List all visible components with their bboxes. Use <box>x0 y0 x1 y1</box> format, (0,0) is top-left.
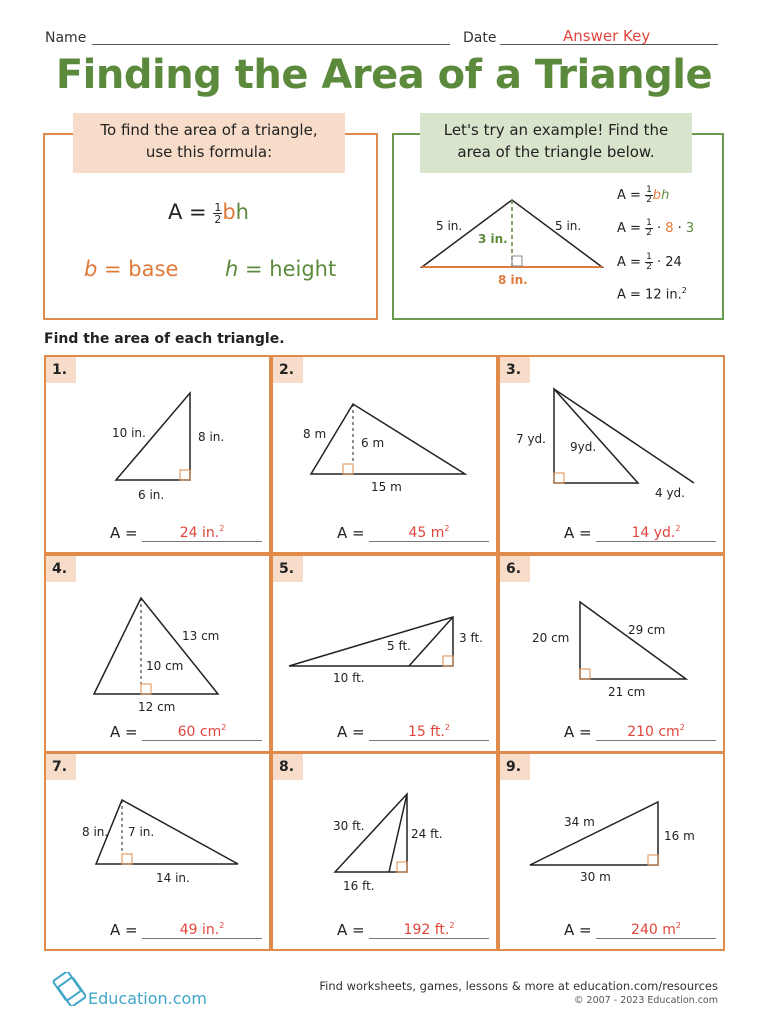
answer-unit-exponent: 2 <box>444 723 450 732</box>
right-angle-mark <box>180 470 190 480</box>
dimension-label: 8 in. <box>198 430 225 444</box>
footer-resources[interactable]: Find worksheets, games, lessons & more at education.com/resources <box>319 979 718 993</box>
dimension-label: 20 cm <box>532 631 570 645</box>
triangle-outline <box>335 794 407 872</box>
example-step-1: A = $\frac{1}{2}$ bh <box>617 185 670 205</box>
area-label: A = <box>564 921 592 939</box>
problem-number: 1. <box>46 357 76 383</box>
answer-unit-exponent: 2 <box>449 921 455 930</box>
triangle-outline <box>94 598 218 694</box>
answer-value: 210 cm <box>627 724 680 740</box>
example-step-3: A = $\frac{1}{2}$ · 24 <box>617 252 682 272</box>
answer-field[interactable] <box>142 920 262 939</box>
triangle-figure <box>46 556 269 716</box>
problem-number: 4. <box>46 556 76 582</box>
problem-number: 9. <box>500 754 530 780</box>
formula-tab-line1: To find the area of a triangle, <box>100 121 318 139</box>
problem-cell-8 <box>271 752 498 951</box>
answer-field[interactable] <box>369 920 489 939</box>
area-formula: A = $\frac{1}{2}$ bh <box>168 200 249 226</box>
dimension-label: 7 yd. <box>516 432 546 446</box>
triangle-figure <box>500 754 723 914</box>
problem-number: 2. <box>273 357 303 383</box>
answer-value: 14 yd. <box>631 525 676 541</box>
answer-value: 192 ft. <box>403 922 450 938</box>
formula-box-tab <box>73 113 345 173</box>
dimension-label: 10 cm <box>146 659 184 673</box>
triangle-outline <box>289 617 453 666</box>
example-height: 3 in. <box>478 232 508 246</box>
triangle-edge <box>389 794 407 872</box>
answer-unit-exponent: 2 <box>444 524 450 533</box>
right-angle-mark <box>580 669 590 679</box>
dimension-label: 24 ft. <box>411 827 443 841</box>
dimension-label: 10 ft. <box>333 671 365 685</box>
example-step-4: A = 12 in.$^2$ <box>617 286 687 303</box>
example-step-2: A = $\frac{1}{2}$ · 8 · 3 <box>617 218 695 238</box>
dimension-label: 30 m <box>580 870 611 884</box>
dimension-label: 8 in. <box>82 825 109 839</box>
half-fraction: $\frac{1}{2}$ <box>214 200 222 226</box>
right-angle-mark <box>648 855 658 865</box>
dimension-label: 12 cm <box>138 700 176 714</box>
triangle-outline <box>580 602 686 679</box>
area-label: A = <box>337 524 365 542</box>
instructions: Find the area of each triangle. <box>44 331 285 347</box>
right-angle-mark <box>554 473 564 483</box>
footer-copyright: © 2007 - 2023 Education.com <box>574 995 718 1006</box>
right-angle-mark <box>141 684 151 694</box>
problem-cell-6 <box>498 554 725 753</box>
answer-unit-exponent: 2 <box>219 524 225 533</box>
example-triangle <box>400 180 610 300</box>
answer-field[interactable] <box>142 523 262 542</box>
name-label: Name <box>45 30 87 46</box>
problem-number: 7. <box>46 754 76 780</box>
dimension-label: 3 ft. <box>459 631 483 645</box>
dimension-label: 29 cm <box>628 623 666 637</box>
dimension-label: 15 m <box>371 480 402 494</box>
example-left-side: 5 in. <box>436 219 463 233</box>
dimension-label: 6 m <box>361 436 385 450</box>
answer-unit-exponent: 2 <box>675 524 681 533</box>
triangle-figure <box>273 357 496 517</box>
height-definition: h = height <box>225 257 337 281</box>
triangle-outline <box>530 802 658 865</box>
dimension-label: 34 m <box>564 815 595 829</box>
education-logo-text[interactable]: Education.com <box>88 989 207 1008</box>
name-field[interactable] <box>92 44 450 45</box>
triangle-figure <box>500 357 723 517</box>
area-label: A = <box>337 723 365 741</box>
problem-cell-9 <box>498 752 725 951</box>
example-tab-line1: Let's try an example! Find the <box>443 121 669 139</box>
answer-value: 15 ft. <box>408 724 445 740</box>
problem-cell-1 <box>44 355 271 554</box>
dimension-label: 4 yd. <box>655 486 685 500</box>
right-angle-mark <box>397 862 407 872</box>
dimension-label: 8 m <box>303 427 327 441</box>
answer-field[interactable] <box>596 722 716 741</box>
answer-value: 45 m <box>408 525 445 541</box>
example-tab-line2: area of the triangle below. <box>457 143 655 161</box>
answer-field[interactable] <box>596 523 716 542</box>
area-label: A = <box>564 723 592 741</box>
page-title: Finding the Area of a Triangle <box>55 52 713 98</box>
dimension-label: 7 in. <box>128 825 155 839</box>
base-definition: b = base <box>84 257 179 281</box>
dimension-label: 16 m <box>664 829 695 843</box>
triangle-figure <box>273 556 496 716</box>
right-angle-mark <box>443 656 453 666</box>
answer-field[interactable] <box>369 523 489 542</box>
formula-tab-line2: use this formula: <box>145 143 273 161</box>
answer-unit-exponent: 2 <box>219 921 225 930</box>
answer-value: 240 m <box>631 922 676 938</box>
answer-unit-exponent: 2 <box>675 921 681 930</box>
problem-cell-4 <box>44 554 271 753</box>
answer-field[interactable] <box>369 722 489 741</box>
answer-field[interactable] <box>142 722 262 741</box>
right-angle-mark <box>122 854 132 864</box>
answer-unit-exponent: 2 <box>221 723 227 732</box>
triangle-outline <box>96 800 238 864</box>
dimension-label: 21 cm <box>608 685 646 699</box>
dimension-label: 5 ft. <box>387 639 411 653</box>
education-logo-icon <box>52 972 86 1006</box>
example-box-tab <box>420 113 692 173</box>
answer-value: 49 in. <box>179 922 220 938</box>
dimension-label: 13 cm <box>182 629 220 643</box>
problem-cell-2 <box>271 355 498 554</box>
answer-value: 60 cm <box>177 724 222 740</box>
area-label: A = <box>110 723 138 741</box>
dimension-label: 10 in. <box>112 426 146 440</box>
answer-value: 24 in. <box>179 525 220 541</box>
triangle-figure <box>46 754 269 914</box>
problem-cell-7 <box>44 752 271 951</box>
date-label: Date <box>463 30 497 46</box>
right-angle-mark <box>343 464 353 474</box>
dimension-label: 6 in. <box>138 488 165 502</box>
triangle-figure <box>500 556 723 716</box>
triangle-figure <box>46 357 269 517</box>
answer-key-text: Answer Key <box>563 27 651 45</box>
problem-cell-5 <box>271 554 498 753</box>
problem-cell-3 <box>498 355 725 554</box>
example-base: 8 in. <box>498 273 528 287</box>
dimension-label: 16 ft. <box>343 879 375 893</box>
triangle-edge <box>554 389 694 483</box>
problem-number: 8. <box>273 754 303 780</box>
dimension-label: 9yd. <box>570 440 597 454</box>
area-label: A = <box>110 921 138 939</box>
triangle-figure <box>273 754 496 914</box>
answer-field[interactable] <box>596 920 716 939</box>
problem-number: 3. <box>500 357 530 383</box>
area-label: A = <box>337 921 365 939</box>
dimension-label: 30 ft. <box>333 819 365 833</box>
area-label: A = <box>564 524 592 542</box>
area-label: A = <box>110 524 138 542</box>
dimension-label: 14 in. <box>156 871 190 885</box>
problem-number: 6. <box>500 556 530 582</box>
example-right-side: 5 in. <box>555 219 582 233</box>
triangle-outline <box>311 404 465 474</box>
answer-unit-exponent: 2 <box>679 723 685 732</box>
triangle-outline <box>554 389 638 483</box>
problem-number: 5. <box>273 556 303 582</box>
